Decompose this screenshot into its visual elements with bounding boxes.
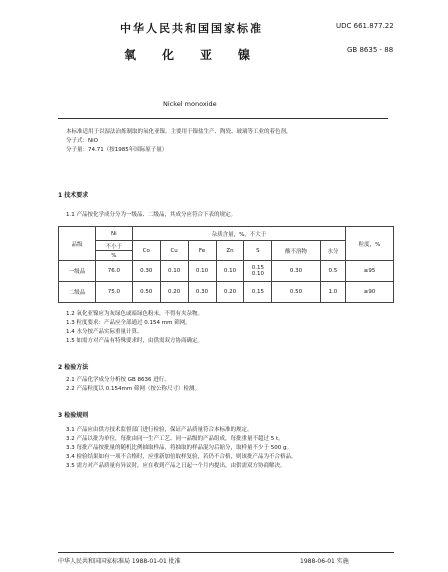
standard-title: 中华人民共和国国家标准 [120, 22, 263, 35]
cell-size: ≥90 [346, 282, 394, 303]
intro-block [66, 128, 396, 155]
gb-number: GB 8635 - 88 [347, 46, 394, 54]
col-zn: Zn [216, 241, 244, 261]
cell-moisture: 1.0 [320, 282, 345, 303]
molecular-formula: 分子式：NiO [66, 138, 98, 144]
cell-ni: 76.0 [95, 261, 132, 282]
cell-fe: 0.30 [188, 282, 216, 303]
cell-fe: 0.10 [188, 261, 216, 282]
col-insoluble: 酸不溶物 [272, 241, 320, 261]
footer-rule [58, 552, 394, 553]
cell-zn: 0.20 [216, 282, 244, 303]
clause-2-1: 2.1 产品化学成分分析按 GB 8636 进行。 [66, 377, 170, 383]
notes-block [66, 310, 396, 346]
clause-3-5: 3.5 需方对产品质量有异议时，应在收到产品之日起一个月内提出，由供需双方协商解决。 [66, 463, 286, 469]
section-3-body [66, 426, 396, 471]
table-row [59, 282, 394, 303]
specification-table [58, 226, 394, 303]
note-line: 1.4 水分按产品实际重量计算。 [66, 329, 143, 335]
col-co: Co [132, 241, 160, 261]
intro-paragraph: 本标准适用于以湿法冶炼制取的氧化亚镍。主要用于镍盐生产、陶瓷、玻璃等工业的着色剂。 [66, 129, 292, 135]
cell-co: 0.50 [132, 282, 160, 303]
cell-co: 0.30 [132, 261, 160, 282]
col-cu: Cu [160, 241, 188, 261]
molecular-weight: 分子量：74.71（按1985年国际原子量） [66, 147, 168, 153]
col-moisture: 水分 [320, 241, 345, 261]
note-line: 1.5 如需方对产品有特殊要求时，由供需双方协商确定。 [66, 338, 203, 344]
col-fe: Fe [188, 241, 216, 261]
cell-cu: 0.20 [160, 282, 188, 303]
section-2-body [66, 376, 396, 394]
table-row [59, 261, 394, 282]
clause-2-2: 2.2 产品粒度以 0.154mm 筛网（按公称尺寸）检测。 [66, 386, 200, 392]
cell-s-b: 0.10 [251, 271, 264, 277]
cell-zn: 0.10 [216, 261, 244, 282]
header-ni-sub: 不小于 [95, 241, 132, 251]
header-ni: Ni [95, 227, 132, 241]
title-rule [58, 118, 388, 119]
header-ni-unit: % [95, 251, 132, 261]
clause-1-1: 1.1 产品按化学成分分为一级品、二级品，其成分应符合下表的规定。 [66, 212, 236, 218]
udc-number: UDC 661.877.22 [336, 22, 394, 30]
cell-size: ≥95 [346, 261, 394, 282]
note-line: 1.2 氧化亚镍应为灰绿色或暗绿色粉末，不得有夹杂物。 [66, 311, 203, 317]
cell-moisture: 0.5 [320, 261, 345, 282]
cell-s [244, 261, 272, 282]
footer-approval: 中华人民共和国国家标准局 1988-01-01 批准 [58, 558, 181, 565]
cell-grade: 一级品 [59, 261, 96, 282]
section-2-heading: 2 检验方法 [58, 364, 89, 371]
cell-s-a: 0.15 [251, 265, 264, 271]
cell-grade: 二级品 [59, 282, 96, 303]
english-title: Nickel monoxide [163, 100, 217, 108]
section-3-heading: 3 检验规则 [58, 412, 89, 419]
section-1-heading: 1 技术要求 [58, 192, 89, 199]
cell-insoluble: 0.30 [272, 261, 320, 282]
note-line: 1.3 粒度要求：产品应全部通过 0.154 mm 筛网。 [66, 320, 191, 326]
clause-3-2: 3.2 产品以批为单位，每批由同一生产工艺、同一品级的产品组成，每批重量不超过 5 t。 [66, 436, 284, 442]
header-granularity: 粒度，% [346, 227, 394, 261]
cell-ni: 75.0 [95, 282, 132, 303]
footer-implementation: 1988-06-01 实施 [300, 558, 349, 565]
cell-cu: 0.10 [160, 261, 188, 282]
header-impurity: 杂质含量，%，不大于 [132, 227, 345, 241]
clause-3-4: 3.4 检验结果如有一项不合格时，应重新加倍取样复验，若仍不合格，则该批产品为不合格品。 [66, 454, 297, 460]
cell-s: 0.15 [244, 282, 272, 303]
header-grade: 品级 [59, 227, 96, 261]
col-s: S [244, 241, 272, 261]
clause-3-1: 3.1 产品应由供方技术监督部门进行检验，保证产品质量符合本标准的规定。 [66, 427, 253, 433]
cell-insoluble: 0.50 [272, 282, 320, 303]
clause-3-3: 3.3 每批产品按批量的随机比例抽取样品，将抽取的样品混匀后缩分，取样量不少于 500 g。 [66, 445, 292, 451]
document-title: 氧化亚镍 [124, 48, 277, 62]
